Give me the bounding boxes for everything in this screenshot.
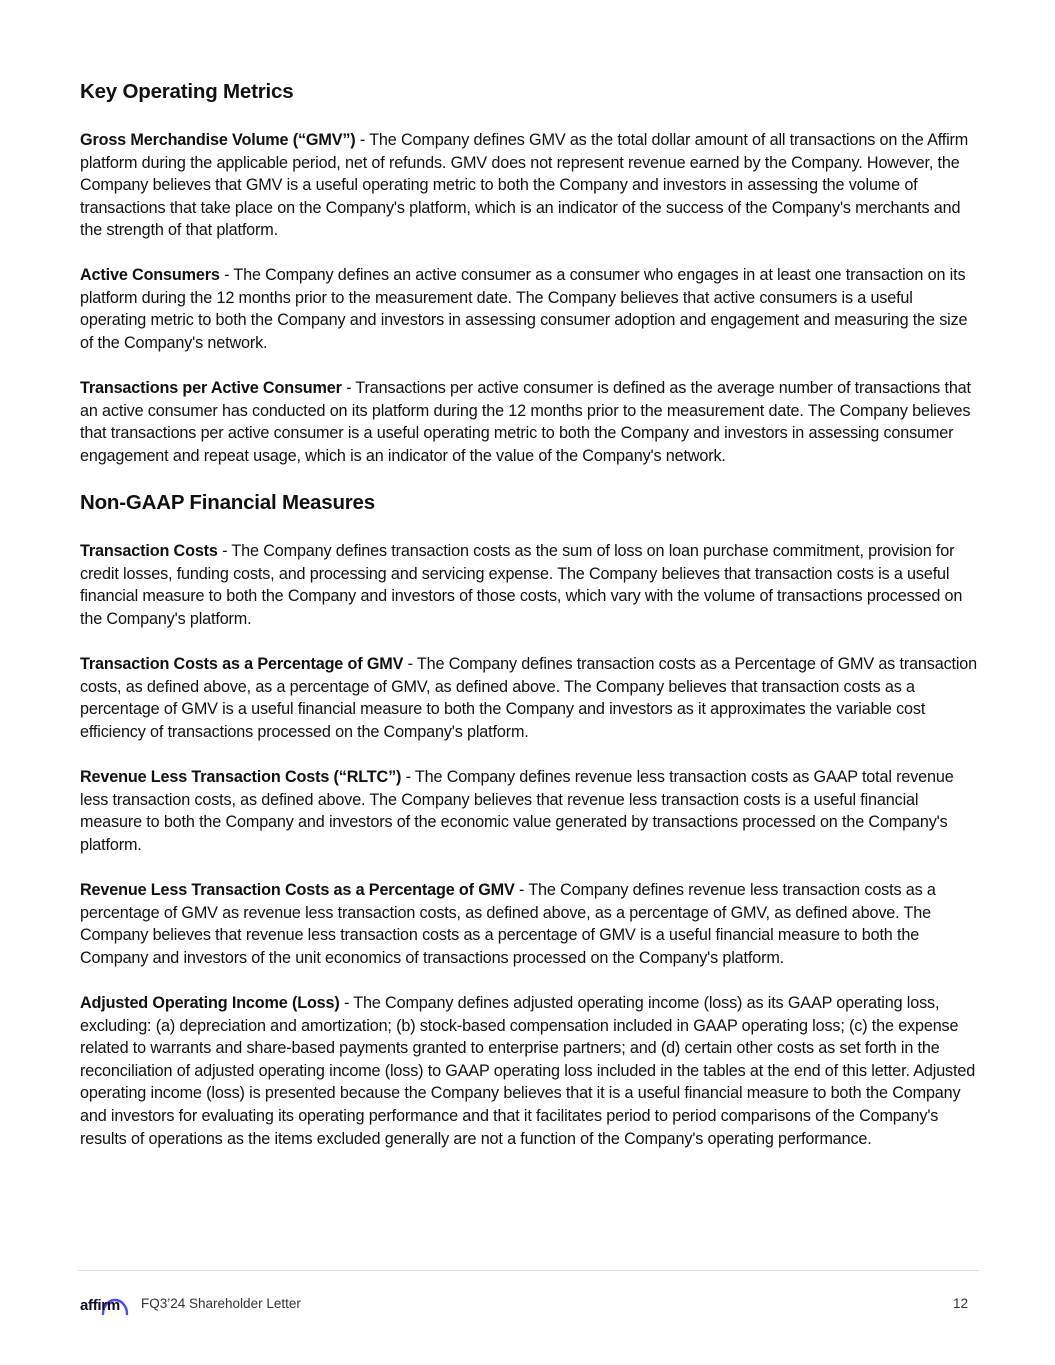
term-transaction-costs-pct-gmv: Transaction Costs as a Percentage of GMV bbox=[80, 655, 404, 673]
term-rltc-pct-gmv: Revenue Less Transaction Costs as a Percentage of GMV bbox=[80, 881, 515, 899]
term-transaction-costs: Transaction Costs bbox=[80, 542, 218, 560]
term-active-consumers: Active Consumers bbox=[80, 266, 220, 284]
definition-adjusted-operating-income bbox=[80, 992, 980, 1150]
affirm-logo bbox=[80, 1292, 130, 1316]
term-rltc: Revenue Less Transaction Costs (“RLTC”) bbox=[80, 768, 402, 786]
footer-divider bbox=[78, 1270, 979, 1271]
footer-document-title: FQ3’24 Shareholder Letter bbox=[141, 1296, 301, 1311]
definition-text: - Transactions per active consumer is defined as the average number of transactions that an active consumer has conducted on its platform during the 12 months prior to the measurement date. The Company believes that transactions per active consumer is a useful operating metric to both the Company and investors in assessing consumer engagement and repeat usage, which is an indicator of the value of the Company's network. bbox=[80, 379, 971, 465]
page-footer bbox=[80, 1292, 968, 1318]
definition-transaction-costs-pct-gmv bbox=[80, 653, 980, 743]
definition-text: - The Company defines transaction costs as the sum of loss on loan purchase commitment, provision for credit losses, funding costs, and processing and servicing expense. The Company believes that transaction costs is a useful financial measure to both the Company and investors of those costs, which vary with the volume of transactions processed on the Company's platform. bbox=[80, 542, 963, 628]
term-adjusted-operating-income: Adjusted Operating Income (Loss) bbox=[80, 994, 340, 1012]
page-number: 12 bbox=[952, 1296, 968, 1311]
definition-rltc bbox=[80, 766, 980, 856]
definition-text: - The Company defines revenue less transaction costs as a percentage of GMV as revenue less transaction costs, as defined above, as a percentage of GMV, as defined above. The Company believes that revenue less transaction costs as a percentage of GMV is a useful financial measure to both the Company and investors of the unit economics of transactions processed on the Company's platform. bbox=[80, 881, 936, 967]
section-heading-non-gaap-financial-measures: Non-GAAP Financial Measures bbox=[80, 491, 375, 514]
section-heading-key-operating-metrics: Key Operating Metrics bbox=[80, 80, 294, 103]
definition-text: - The Company defines an active consumer as a consumer who engages in at least one transaction on its platform during the 12 months prior to the measurement date. The Company believes that active consumers is a useful operating metric to both the Company and investors in assessing consumer adoption and engagement and measuring the size of the Company's network. bbox=[80, 266, 968, 352]
definition-transaction-costs bbox=[80, 540, 980, 630]
definition-text: - The Company defines GMV as the total dollar amount of all transactions on the Affirm platform during the applicable period, net of refunds. GMV does not represent revenue earned by the Company. However, the Company believes that GMV is a useful operating metric to both the Company and investors in assessing the volume of transactions that take place on the Company's platform, which is an indicator of the success of the Company's merchants and the strength of that platform. bbox=[80, 131, 969, 240]
logo-wordmark: affirm bbox=[80, 1297, 120, 1314]
definition-gmv bbox=[80, 129, 980, 242]
term-gmv: Gross Merchandise Volume (“GMV”) bbox=[80, 131, 356, 149]
definition-text: - The Company defines adjusted operating income (loss) as its GAAP operating loss, excluding: (a) depreciation and amortization; (b) stock-based compensation included in GAAP operating loss; (c) the expense related to warrants and share-based payments granted to enterprise partners; and (d) certain other costs as set forth in the reconciliation of adjusted operating income (loss) to GAAP operating loss included in the tables at the end of this letter. Adjusted operating income (loss) is presented because the Company believes that it is a useful financial measure to both the Company and investors for evaluating its operating performance and that it facilitates period to period comparisons of the Company's results of operations as the items excluded generally are not a function of the Company's operating performance. bbox=[80, 994, 976, 1148]
definition-active-consumers bbox=[80, 264, 980, 354]
definition-transactions-per-active-consumer bbox=[80, 377, 980, 467]
definition-text: - The Company defines revenue less transaction costs as GAAP total revenue less transaction costs, as defined above. The Company believes that revenue less transaction costs is a useful financial measure to both the Company and investors of the economic value generated by transactions processed on the Company's platform. bbox=[80, 768, 954, 854]
term-transactions-per-active-consumer: Transactions per Active Consumer bbox=[80, 379, 342, 397]
definition-text: - The Company defines transaction costs as a Percentage of GMV as transaction costs, as defined above, as a percentage of GMV, as defined above. The Company believes that transaction costs as a percentage of GMV is a useful financial measure to both the Company and investors as it approximates the variable cost efficiency of transactions processed on the Company's platform. bbox=[80, 655, 978, 741]
definition-rltc-pct-gmv bbox=[80, 879, 980, 969]
